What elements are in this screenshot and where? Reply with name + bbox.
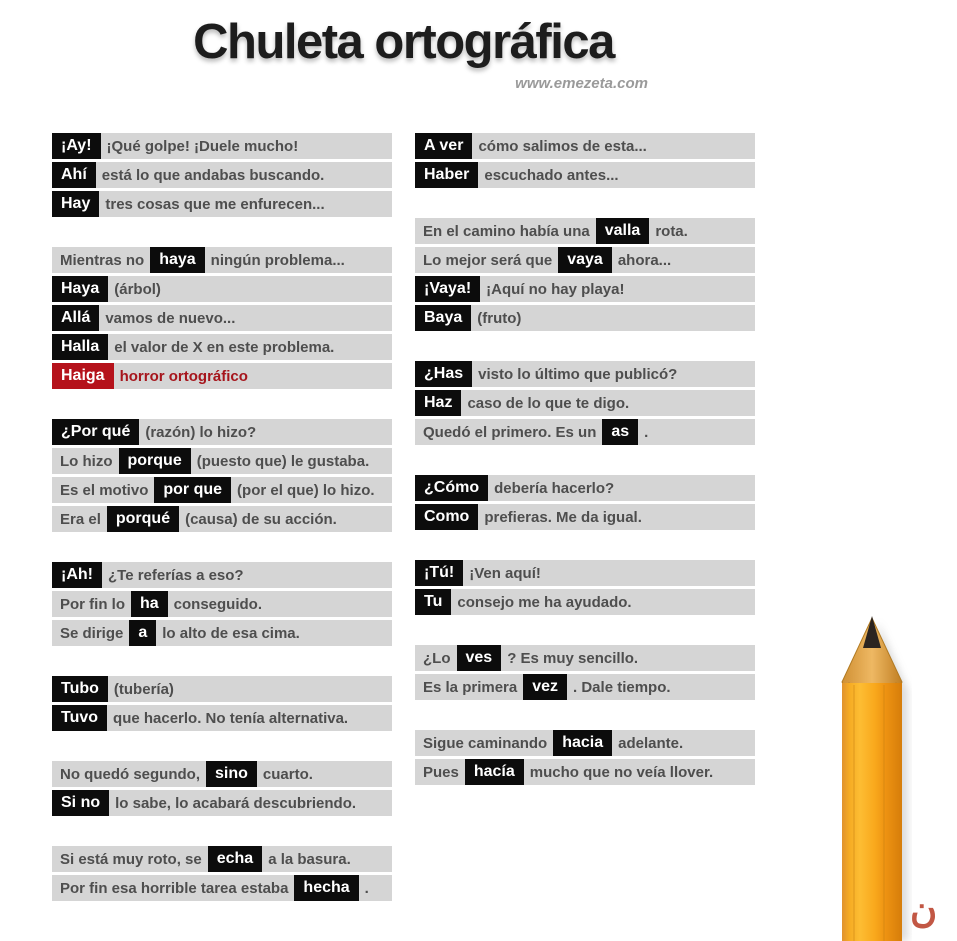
highlight-chip: Tuvo bbox=[52, 705, 107, 731]
entry-text: consejo me ha ayudado. bbox=[457, 593, 632, 611]
rule-group bbox=[415, 730, 755, 785]
highlight-chip: hacia bbox=[553, 730, 612, 756]
entry-text: escuchado antes... bbox=[484, 166, 619, 184]
highlight-chip: Ahí bbox=[52, 162, 96, 188]
entry-text: ¿Lo bbox=[423, 649, 451, 667]
entry-text: caso de lo que te digo. bbox=[467, 394, 630, 412]
entry-text: Lo hizo bbox=[60, 452, 113, 470]
highlight-chip: porque bbox=[119, 448, 191, 474]
entry-row bbox=[415, 645, 755, 671]
entry-row bbox=[415, 361, 755, 387]
entry-row bbox=[52, 334, 392, 360]
entry-text: rota. bbox=[655, 222, 688, 240]
entry-text: . Dale tiempo. bbox=[573, 678, 671, 696]
entry-text: Se dirige bbox=[60, 624, 124, 642]
highlight-chip: ¡Ay! bbox=[52, 133, 101, 159]
entry-text: . bbox=[644, 423, 649, 441]
emezeta-logo-icon: ن bbox=[910, 889, 938, 930]
entry-text: horror ortográfico bbox=[119, 367, 248, 385]
entry-text: Es el motivo bbox=[60, 481, 149, 499]
entry-row bbox=[52, 162, 392, 188]
highlight-chip: valla bbox=[596, 218, 650, 244]
rule-group bbox=[52, 247, 392, 389]
entry-row bbox=[52, 875, 392, 901]
entry-text: ahora... bbox=[617, 251, 672, 269]
entry-text: prefieras. Me da igual. bbox=[484, 508, 642, 526]
highlight-chip: por que bbox=[154, 477, 231, 503]
highlight-chip: sino bbox=[206, 761, 257, 787]
entry-row bbox=[52, 133, 392, 159]
highlight-chip: vez bbox=[523, 674, 567, 700]
entry-text: lo alto de esa cima. bbox=[162, 624, 300, 642]
page-title: Chuleta ortográfica bbox=[193, 15, 614, 69]
site-credit: www.emezeta.com bbox=[515, 75, 648, 92]
highlight-chip: hecha bbox=[294, 875, 358, 901]
entry-row bbox=[52, 477, 392, 503]
highlight-chip: A ver bbox=[415, 133, 472, 159]
entry-text: Era el bbox=[60, 510, 101, 528]
entry-text: Quedó el primero. Es un bbox=[423, 423, 597, 441]
entry-row bbox=[52, 591, 392, 617]
entry-text: Pues bbox=[423, 763, 459, 781]
entry-text: (puesto que) le gustaba. bbox=[196, 452, 370, 470]
entry-text: (por el que) lo hizo. bbox=[237, 481, 375, 499]
highlight-chip: Haiga bbox=[52, 363, 114, 389]
entry-row bbox=[52, 305, 392, 331]
rule-group bbox=[415, 645, 755, 700]
entry-text: vamos de nuevo... bbox=[105, 309, 236, 327]
highlight-chip: as bbox=[602, 419, 638, 445]
rule-group bbox=[415, 475, 755, 530]
entry-row bbox=[52, 419, 392, 445]
header bbox=[0, 14, 807, 92]
highlight-chip: Como bbox=[415, 504, 478, 530]
rule-group bbox=[415, 218, 755, 331]
highlight-chip: porqué bbox=[107, 506, 179, 532]
entry-row bbox=[415, 589, 755, 615]
entry-row bbox=[52, 448, 392, 474]
entry-text: a la basura. bbox=[268, 850, 351, 868]
entry-row bbox=[415, 162, 755, 188]
entry-row bbox=[52, 705, 392, 731]
highlight-chip: ¡Vaya! bbox=[415, 276, 480, 302]
entry-text: ¡Ven aquí! bbox=[469, 564, 541, 582]
entry-text: (causa) de su acción. bbox=[185, 510, 337, 528]
entry-text: Lo mejor será que bbox=[423, 251, 553, 269]
entry-text: conseguido. bbox=[173, 595, 263, 613]
rule-group bbox=[52, 419, 392, 532]
rule-group bbox=[415, 560, 755, 615]
entry-text: tres cosas que me enfurecen... bbox=[105, 195, 325, 213]
entry-text: debería hacerlo? bbox=[494, 479, 615, 497]
entry-text: lo sabe, lo acabará descubriendo. bbox=[115, 794, 357, 812]
rule-group bbox=[52, 133, 392, 217]
entry-row bbox=[52, 562, 392, 588]
entry-row bbox=[415, 475, 755, 501]
entry-row bbox=[52, 761, 392, 787]
entry-row bbox=[52, 846, 392, 872]
entry-row bbox=[415, 759, 755, 785]
entry-text: . bbox=[364, 879, 369, 897]
entry-text: cómo salimos de esta... bbox=[478, 137, 647, 155]
highlight-chip: Si no bbox=[52, 790, 109, 816]
highlight-chip: ¡Ah! bbox=[52, 562, 102, 588]
entry-row bbox=[415, 504, 755, 530]
entry-row bbox=[415, 560, 755, 586]
entry-row bbox=[415, 218, 755, 244]
highlight-chip: Haz bbox=[415, 390, 461, 416]
entry-text: En el camino había una bbox=[423, 222, 590, 240]
entry-text: el valor de X en este problema. bbox=[114, 338, 335, 356]
pencil-icon bbox=[834, 612, 912, 941]
highlight-chip: Haya bbox=[52, 276, 108, 302]
highlight-chip: vaya bbox=[558, 247, 612, 273]
highlight-chip: hacía bbox=[465, 759, 524, 785]
entry-text: visto lo último que publicó? bbox=[478, 365, 678, 383]
entry-row bbox=[415, 390, 755, 416]
rule-group bbox=[52, 562, 392, 646]
entry-row bbox=[415, 133, 755, 159]
rule-columns bbox=[52, 133, 755, 904]
entry-row bbox=[415, 419, 755, 445]
highlight-chip: Allá bbox=[52, 305, 99, 331]
highlight-chip: ha bbox=[131, 591, 168, 617]
entry-row bbox=[52, 676, 392, 702]
entry-text: ¡Aquí no hay playa! bbox=[486, 280, 625, 298]
highlight-chip: echa bbox=[208, 846, 262, 872]
entry-text: Por fin esa horrible tarea estaba bbox=[60, 879, 289, 897]
rule-group bbox=[415, 361, 755, 445]
entry-text: ¡Qué golpe! ¡Duele mucho! bbox=[106, 137, 299, 155]
column-right bbox=[415, 133, 755, 904]
entry-text: Sigue caminando bbox=[423, 734, 548, 752]
entry-row bbox=[52, 363, 392, 389]
entry-text: mucho que no veía llover. bbox=[529, 763, 714, 781]
highlight-chip: Baya bbox=[415, 305, 471, 331]
highlight-chip: haya bbox=[150, 247, 204, 273]
entry-text: (razón) lo hizo? bbox=[145, 423, 257, 441]
rule-group bbox=[52, 676, 392, 731]
entry-text: Es la primera bbox=[423, 678, 518, 696]
highlight-chip: ¿Has bbox=[415, 361, 472, 387]
entry-text: está lo que andabas buscando. bbox=[101, 166, 325, 184]
entry-text: ? Es muy sencillo. bbox=[507, 649, 639, 667]
entry-row bbox=[52, 620, 392, 646]
entry-text: ningún problema... bbox=[210, 251, 345, 269]
entry-text: Mientras no bbox=[60, 251, 145, 269]
highlight-chip: Tubo bbox=[52, 676, 108, 702]
highlight-chip: ¡Tú! bbox=[415, 560, 463, 586]
entry-row bbox=[52, 247, 392, 273]
entry-row bbox=[415, 247, 755, 273]
highlight-chip: ¿Cómo bbox=[415, 475, 488, 501]
entry-text: (árbol) bbox=[114, 280, 161, 298]
entry-text: adelante. bbox=[618, 734, 684, 752]
entry-row bbox=[52, 790, 392, 816]
entry-text: No quedó segundo, bbox=[60, 765, 200, 783]
highlight-chip: Hay bbox=[52, 191, 99, 217]
highlight-chip: ves bbox=[457, 645, 502, 671]
highlight-chip: Halla bbox=[52, 334, 108, 360]
entry-text: ¿Te referías a eso? bbox=[107, 566, 244, 584]
entry-text: cuarto. bbox=[262, 765, 313, 783]
entry-row bbox=[52, 191, 392, 217]
column-left bbox=[52, 133, 392, 904]
entry-row bbox=[415, 730, 755, 756]
entry-text: (tubería) bbox=[113, 680, 174, 698]
rule-group bbox=[415, 133, 755, 188]
entry-row bbox=[415, 276, 755, 302]
rule-group bbox=[52, 761, 392, 816]
highlight-chip: ¿Por qué bbox=[52, 419, 139, 445]
highlight-chip: a bbox=[129, 620, 156, 646]
rule-group bbox=[52, 846, 392, 901]
entry-row bbox=[52, 276, 392, 302]
entry-row bbox=[415, 305, 755, 331]
highlight-chip: Tu bbox=[415, 589, 451, 615]
highlight-chip: Haber bbox=[415, 162, 478, 188]
entry-row bbox=[52, 506, 392, 532]
entry-row bbox=[415, 674, 755, 700]
entry-text: que hacerlo. No tenía alternativa. bbox=[113, 709, 349, 727]
entry-text: Por fin lo bbox=[60, 595, 125, 613]
entry-text: Si está muy roto, se bbox=[60, 850, 202, 868]
entry-text: (fruto) bbox=[477, 309, 522, 327]
